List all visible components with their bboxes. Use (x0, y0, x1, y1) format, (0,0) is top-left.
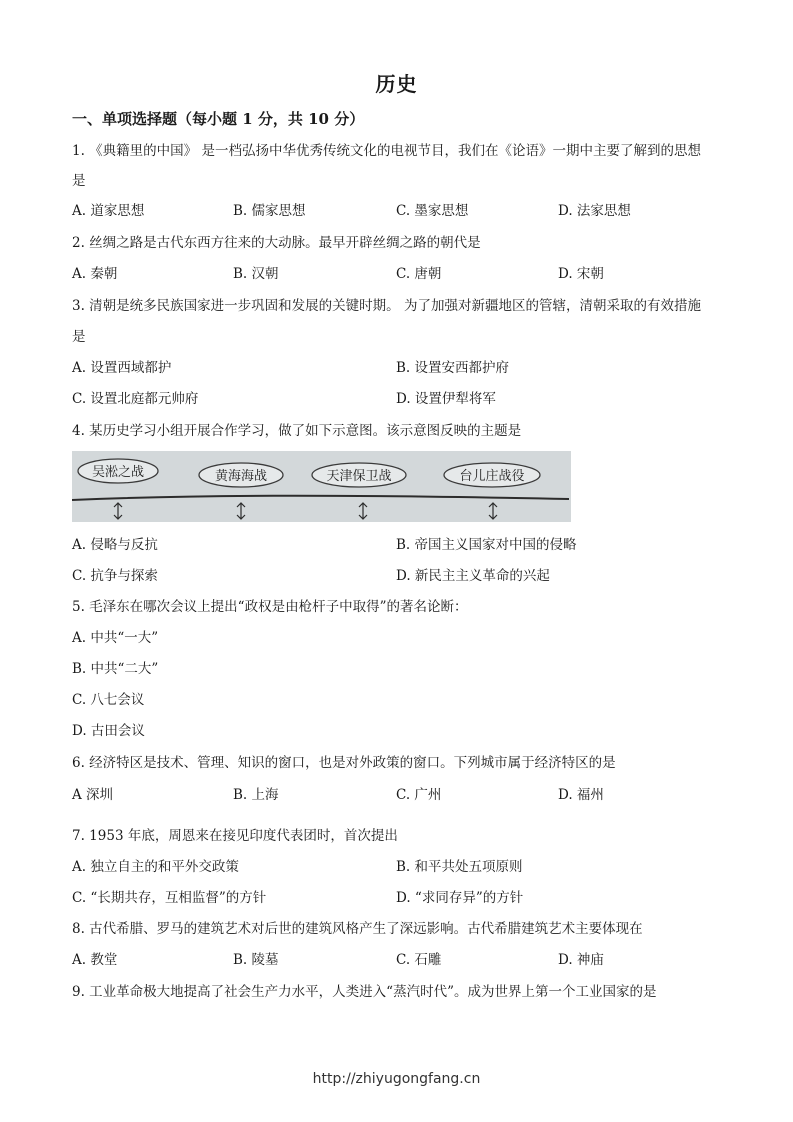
q5-option-b: B. 中共“二大” (72, 661, 159, 677)
q3-option-d: D. 设置伊犁将军 (396, 391, 496, 407)
q7-option-c: C. “长期共存，互相监督”的方针 (72, 890, 267, 906)
section-heading: 一、单项选择题（每小题 1 分，共 10 分） (72, 110, 365, 128)
double-arrow-icon (114, 503, 122, 519)
question-2-stem: 2. 丝绸之路是古代东西方往来的大动脉。最早开辟丝绸之路的朝代是 (72, 235, 481, 251)
q1-option-d: D. 法家思想 (558, 203, 631, 219)
q6-option-d: D. 福州 (558, 787, 604, 803)
q2-option-d: D. 宋朝 (558, 266, 604, 282)
question-6-stem: 6. 经济特区是技术、管理、知识的窗口，也是对外政策的窗口。下列城市属于经济特区的是 (72, 755, 616, 771)
q6-option-b: B. 上海 (233, 787, 279, 803)
event-label-3: 天津保卫战 (326, 469, 392, 484)
footer-url[interactable]: http://zhiyugongfang.cn (312, 1071, 481, 1087)
double-arrow-icon (489, 503, 497, 519)
timeline-event-1 (78, 459, 158, 519)
question-9-stem: 9. 工业革命极大地提高了社会生产力水平，人类进入“蒸汽时代”。成为世界上第一个工业国家的是 (72, 984, 657, 1000)
q2-option-b: B. 汉朝 (233, 266, 279, 282)
timeline-event-4 (444, 463, 540, 519)
double-arrow-icon (359, 503, 367, 519)
event-label-4: 台儿庄战役 (459, 469, 525, 484)
q6-option-c: C. 广州 (396, 787, 442, 803)
q8-option-a: A. 教堂 (72, 952, 118, 968)
question-7-stem: 7. 1953 年底，周恩来在接见印度代表团时，首次提出 (72, 828, 398, 844)
timeline-svg (72, 451, 571, 522)
q1-option-b: B. 儒家思想 (233, 203, 306, 219)
q2-option-c: C. 唐朝 (396, 266, 442, 282)
q5-option-d: D. 古田会议 (72, 723, 145, 739)
q3-option-a: A. 设置西域都护 (72, 360, 172, 376)
question-8-stem: 8. 古代希腊、罗马的建筑艺术对后世的建筑风格产生了深远影响。古代希腊建筑艺术主要体现在 (72, 921, 643, 937)
q8-option-d: D. 神庙 (558, 952, 604, 968)
q4-option-b: B. 帝国主义国家对中国的侵略 (396, 537, 577, 553)
q4-option-c: C. 抗争与探索 (72, 568, 158, 584)
q7-option-b: B. 和平共处五项原则 (396, 859, 523, 875)
q3-option-b: B. 设置安西都护府 (396, 360, 510, 376)
q8-option-b: B. 陵墓 (233, 952, 279, 968)
q2-option-a: A. 秦朝 (72, 266, 118, 282)
double-arrow-icon (237, 503, 245, 519)
q7-option-a: A. 独立自主的和平外交政策 (72, 859, 239, 875)
q1-option-c: C. 墨家思想 (396, 203, 469, 219)
question-3-stem: 3. 清朝是统多民族国家进一步巩固和发展的关键时期。 为了加强对新疆地区的管辖，清朝采取的有效措施 (72, 298, 701, 314)
q1-option-a: A. 道家思想 (72, 203, 145, 219)
question-1-stem-cont: 是 (72, 173, 86, 189)
question-4-stem: 4. 某历史学习小组开展合作学习，做了如下示意图。该示意图反映的主题是 (72, 423, 522, 439)
q4-option-a: A. 侵略与反抗 (72, 537, 158, 553)
event-label-1: 吴淞之战 (91, 465, 145, 480)
timeline-diagram (72, 451, 571, 522)
q3-option-c: C. 设置北庭都元帅府 (72, 391, 199, 407)
question-3-stem-cont: 是 (72, 329, 86, 345)
q5-option-c: C. 八七会议 (72, 692, 145, 708)
q8-option-c: C. 石雕 (396, 952, 442, 968)
timeline-event-2 (199, 463, 283, 519)
q4-option-d: D. 新民主主义革命的兴起 (396, 568, 550, 584)
page-title: 历史 (375, 72, 418, 96)
timeline-event-3 (312, 463, 406, 519)
question-1-stem: 1. 《典籍里的中国》 是一档弘扬中华优秀传统文化的电视节目，我们在《论语》一期中主要了解到的思想 (72, 143, 701, 159)
timeline-line (72, 496, 569, 500)
q5-option-a: A. 中共“一大” (72, 630, 159, 646)
q6-option-a: A 深圳 (72, 787, 114, 803)
question-5-stem: 5. 毛泽东在哪次会议上提出“政权是由枪杆子中取得”的著名论断： (72, 599, 468, 615)
q7-option-d: D. “求同存异”的方针 (396, 890, 524, 906)
event-label-2: 黄海海战 (214, 469, 268, 484)
